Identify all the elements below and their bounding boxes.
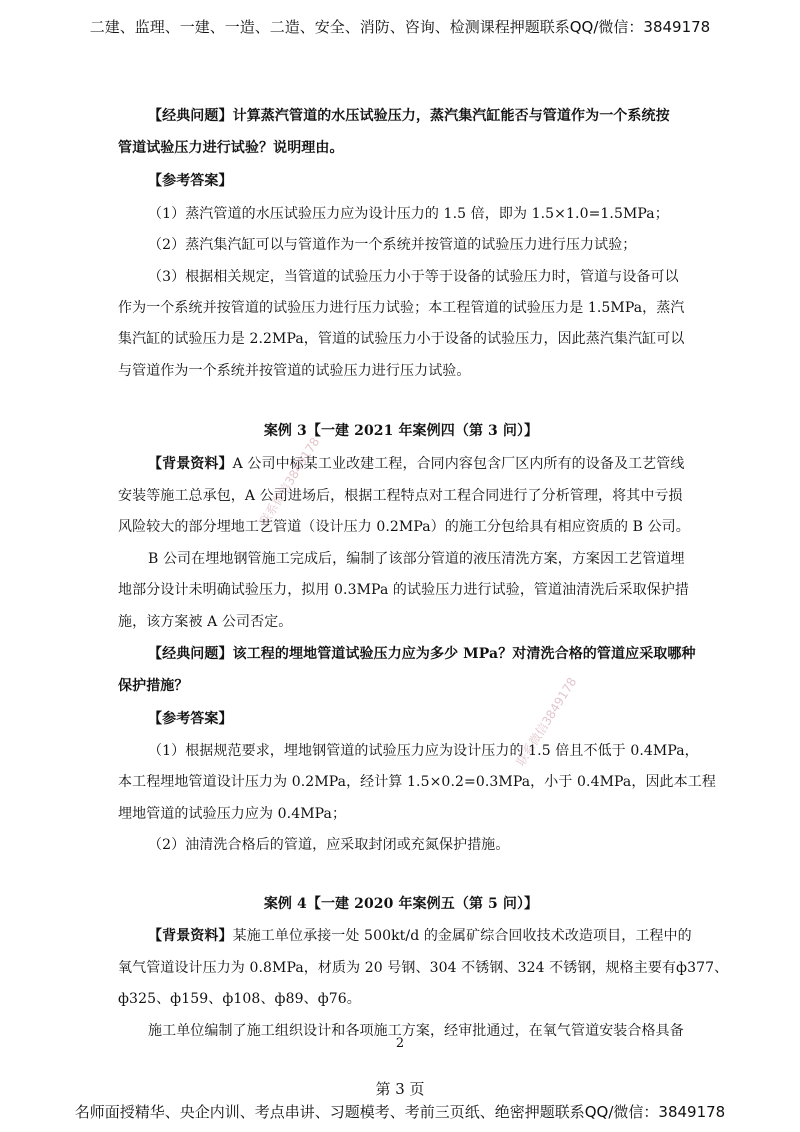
case-3-answer-2: （2）油清洗合格后的管道，应采取封闭或充氮保护措施。 (148, 837, 510, 853)
answer-item-1: （1）蒸汽管道的水压试验压力应为设计压力的 1.5 倍，即为 1.5×1.0=1.5MPa； (148, 206, 669, 222)
background-label: 【背景资料】 (148, 456, 233, 472)
case-3-background (148, 453, 684, 473)
case-3-question (148, 643, 696, 663)
case-4-background-line: ф325、ф159、ф108、ф89、ф76。 (118, 991, 361, 1007)
case-3-answer-1-line: 埋地管道的试验压力应为 0.4MPa； (118, 806, 347, 822)
page-number: 2 (395, 1036, 405, 1051)
case-3-title: 案例 3【一建 2021 年案例四（第 3 问）】 (263, 423, 539, 439)
answer-item-3-line: 与管道作为一个系统并按管道的试验压力进行压力试验。 (118, 363, 471, 379)
answer-label: 【参考答案】 (148, 173, 233, 189)
page-header: 二建、监理、一建、一造、二造、安全、消防、咨询、检测课程押题联系QQ/微信：3849178 (89, 18, 711, 36)
answer-item-2: （2）蒸汽集汽缸可以与管道作为一个系统并按管道的试验压力进行压力试验； (148, 237, 637, 253)
case-4-paragraph-2: 施工单位编制了施工组织设计和各项施工方案，经审批通过，在氧气管道安装合格具备 (148, 1023, 684, 1039)
case-3-question-cont: 保护措施？ (118, 678, 189, 694)
answer-item-3-line: 作为一个系统并按管道的试验压力进行压力试验；本工程管道的试验压力是 1.5MPa，蒸汽 (118, 300, 685, 316)
case-3-background-line: 风险较大的部分埋地工艺管道（设计压力 0.2MPa）的施工分包给具有相应资质的 B 公司。 (118, 519, 690, 535)
case-3-background-line: 安装等施工总承包，A 公司进场后，根据工程特点对工程合同进行了分析管理，将其中亏损 (118, 488, 683, 504)
question-text: 计算蒸汽管道的水压试验压力，蒸汽集汽缸能否与管道作为一个系统按 (232, 108, 670, 124)
case-3-paragraph-2-line: 地部分设计未明确试验压力，拟用 0.3MPa 的试验压力进行试验，管道油清洗后采取保护措 (118, 582, 690, 598)
case-4-background-line: 氧气管道设计压力为 0.8MPa，材质为 20 号钢、304 不锈钢、324 不锈钢，规格主要有ф377、 (118, 960, 729, 976)
question-label: 【经典问题】 (148, 646, 233, 662)
case-4-background (148, 925, 692, 945)
page-label: 第 3 页 (375, 1080, 425, 1098)
background-text: 某施工单位承接一处 500kt/d 的金属矿综合回收技术改造项目，工程中的 (232, 928, 692, 944)
case-3-answer-label: 【参考答案】 (148, 711, 233, 727)
question-1-cont: 管道试验压力进行试验？说明理由。 (118, 140, 344, 156)
case-3-answer-1: （1）根据规范要求，埋地钢管道的试验压力应为设计压力的 1.5 倍且不低于 0.4MPa， (148, 743, 699, 759)
page-footer: 名师面授精华、央企内训、考点串讲、习题模考、考前三页纸、绝密押题联系QQ/微信：3849178 (74, 1103, 726, 1121)
question-1 (148, 105, 684, 125)
watermark: 联系微信3849178 (513, 675, 580, 769)
case-4-title: 案例 4【一建 2020 年案例五（第 5 问）】 (263, 896, 539, 912)
answer-item-3: （3）根据相关规定，当管道的试验压力小于等于设备的试验压力时，管道与设备可以 (148, 269, 679, 285)
case-3-paragraph-2: B 公司在埋地钢管施工完成后，编制了该部分管道的液压清洗方案，方案因工艺管道埋 (148, 551, 685, 567)
case-3-paragraph-2-line: 施，该方案被 A 公司否定。 (118, 614, 293, 630)
answer-item-3-line: 集汽缸的试验压力是 2.2MPa，管道的试验压力小于设备的试验压力，因此蒸汽集汽缸可以 (118, 331, 685, 347)
background-text: A 公司中标某工业改建工程，合同内容包含厂区内所有的设备及工艺管线 (232, 456, 685, 472)
watermark: 联系微信3849178 (256, 435, 323, 529)
question-text: 该工程的埋地管道试验压力应为多少 MPa？对清洗合格的管道应采取哪种 (232, 646, 696, 662)
background-label: 【背景资料】 (148, 928, 233, 944)
case-3-answer-1-line: 本工程埋地管道设计压力为 0.2MPa，经计算 1.5×0.2=0.3MPa，小于 0.4MPa，因此本工程 (118, 774, 716, 790)
question-label: 【经典问题】 (148, 108, 233, 124)
